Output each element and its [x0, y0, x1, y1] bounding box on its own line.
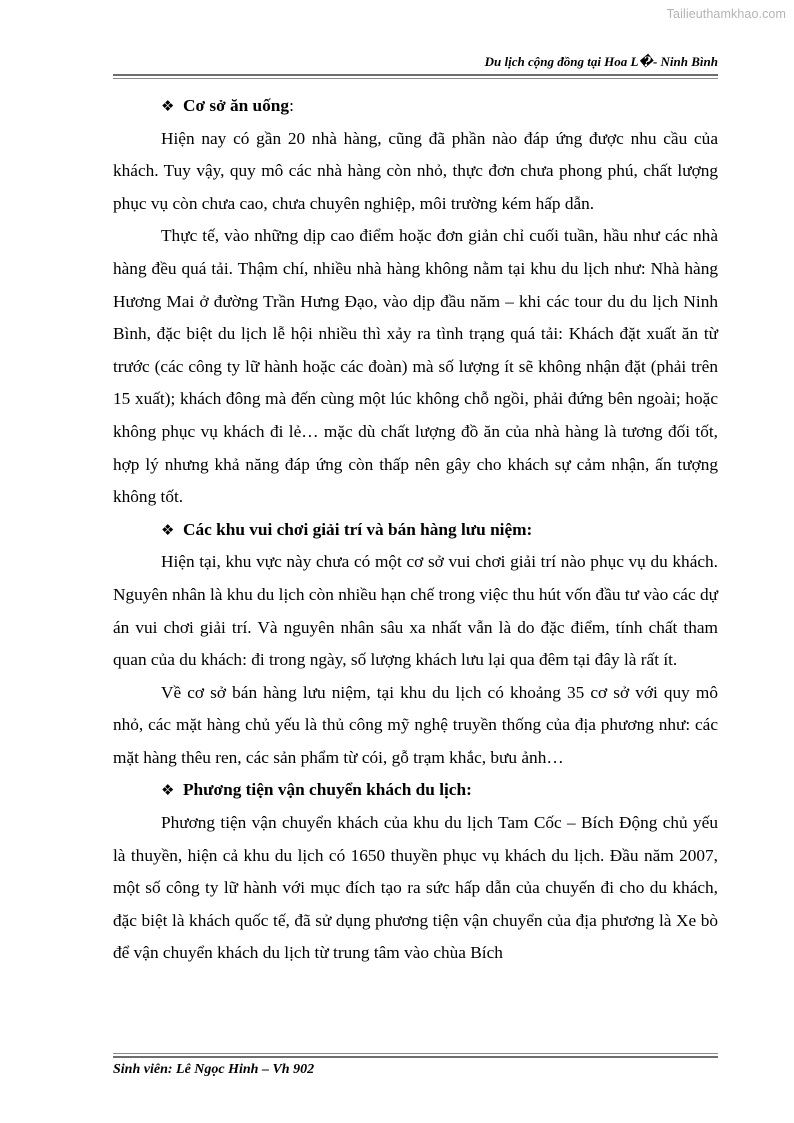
heading-colon: : — [289, 96, 294, 115]
section-heading-transport — [113, 774, 718, 807]
footer-rule-thin — [113, 1053, 718, 1054]
heading-text: Các khu vui chơi giải trí và bán hàng lưu niệm: — [183, 519, 533, 539]
footer-rule-thick — [113, 1056, 718, 1058]
diamond-bullet-icon: ❖ — [161, 781, 175, 800]
diamond-bullet-icon: ❖ — [161, 520, 175, 539]
page-body — [113, 90, 718, 970]
section-heading-entertainment — [113, 514, 718, 547]
diamond-bullet-icon: ❖ — [161, 97, 175, 115]
paragraph-food-1: Hiện nay có gần 20 nhà hàng, cũng đã phần nào đáp ứng được nhu cầu của khách. Tuy vậy, quy mô các nhà hàng còn nhỏ, thực đơn chưa phong phú, chất lượng phục vụ còn chưa cao, chưa chuyên nghiệp, môi trường kém hấp dẫn. — [113, 128, 718, 213]
running-header-title: Du lịch cộng đồng tại Hoa L�- Ninh Bình — [484, 54, 718, 69]
paragraph-food-2: Thực tế, vào những dịp cao điểm hoặc đơn giản chỉ cuối tuần, hầu như các nhà hàng đều quá tải. Thậm chí, nhiều nhà hàng không nằm tại khu du lịch như: Nhà hàng Hương Mai ở đường Trần Hưng Đạo, vào dịp đầu năm – khi các tour du du lịch Ninh Bình, đặc biệt du lịch lễ hội nhiều thì xảy ra tình trạng quá tải: Khách đặt xuất ăn từ trước (các công ty lữ hành hoặc các đoàn) mà số lượng ít sẽ không nhận đặt (phải trên 15 xuất); khách đông mà đến cùng một lúc không chỗ ngồi, phải đứng bên ngoài; hoặc không phục vụ khách đi lẻ… mặc dù chất lượng đồ ăn của nhà hàng là tương đối tốt, hợp lý nhưng khả năng đáp ứng còn thấp nên gây cho khách sự cảm nhận, ấn tượng không tốt. — [113, 226, 718, 507]
heading-text: Phương tiện vận chuyển khách du lịch: — [183, 780, 472, 800]
paragraph-entertainment-1: Hiện tại, khu vực này chưa có một cơ sở vui chơi giải trí nào phục vụ du khách. Nguyên nhân là khu du lịch còn nhiều hạn chế trong việc thu hút vốn đầu tư vào các dự án vui chơi giải trí. Và nguyên nhân sâu xa nhất vẫn là do đặc điểm, tính chất tham quan của du khách: đi trong ngày, số lượng khách lưu lại qua đêm tại đây là rất ít. — [113, 552, 718, 670]
header-rule-thin — [113, 78, 718, 79]
header-rule-thick — [113, 74, 718, 76]
heading-text: Cơ sở ăn uống — [183, 96, 290, 115]
paragraph-transport-1: Phương tiện vận chuyển khách của khu du lịch Tam Cốc – Bích Động chủ yếu là thuyền, hiện cả khu du lịch có 1650 thuyền phục vụ khách du lịch. Đầu năm 2007, một số công ty lữ hành với mục đích tạo ra sức hấp dẫn của chuyến đi cho du khách, đặc biệt là khách quốc tế, đã sử dụng phương tiện vận chuyển của địa phương là Xe bò để vận chuyển khách du lịch từ trung tâm vào chùa Bích — [113, 813, 718, 963]
watermark-text: Tailieuthamkhao.com — [666, 7, 786, 21]
section-heading-food — [113, 90, 718, 123]
paragraph-entertainment-2: Về cơ sở bán hàng lưu niệm, tại khu du lịch có khoảng 35 cơ sở với quy mô nhỏ, các mặt hàng chủ yếu là thủ công mỹ nghệ truyền thống của địa phương như: các mặt hàng thêu ren, các sản phẩm từ cói, gỗ trạm khắc, bưu ảnh… — [113, 682, 718, 767]
footer-student-name: Sinh viên: Lê Ngọc Hinh – Vh 902 — [113, 1062, 315, 1077]
